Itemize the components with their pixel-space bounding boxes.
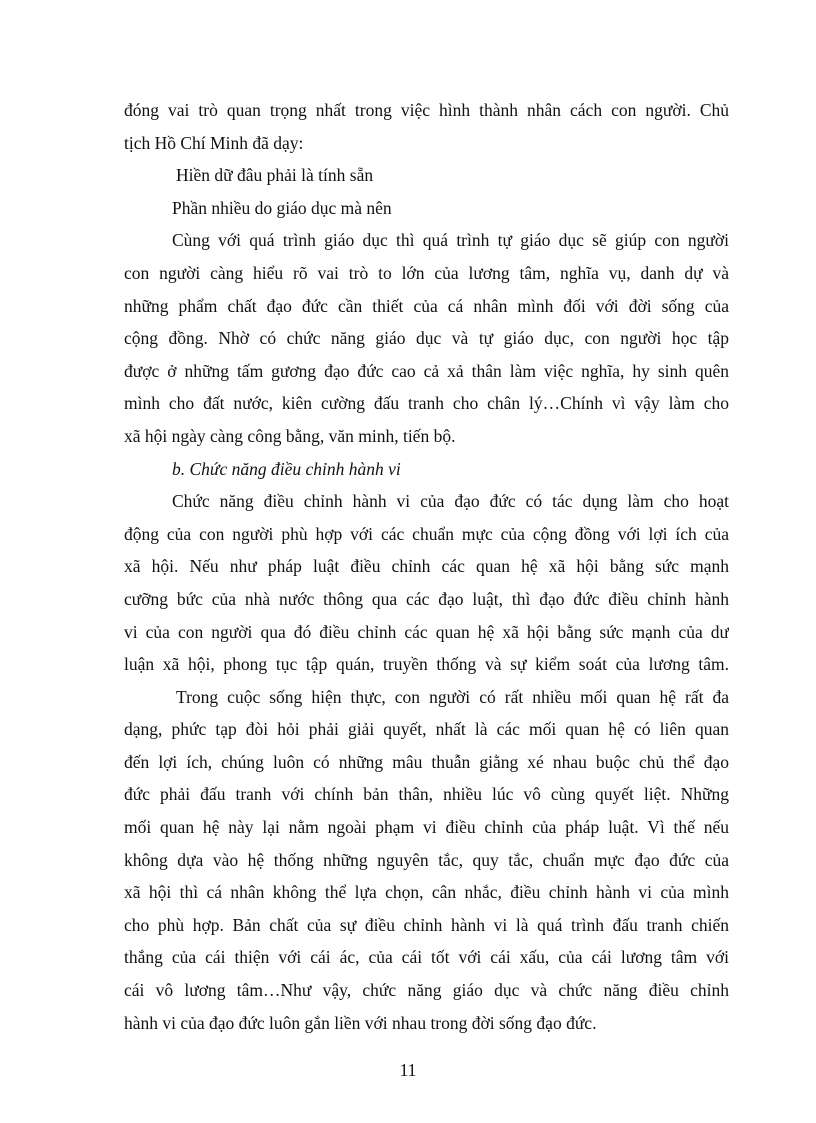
- text-line: hành vi của đạo đức luôn gắn liền với nhau trong đời sống đạo đức.: [124, 1012, 597, 1033]
- text-line: xã hội ngày càng công bằng, văn minh, tiến bộ.: [124, 425, 456, 446]
- text-line: động của con người phù hợp với các chuẩn mực của cộng đồng với lợi ích của: [124, 523, 729, 544]
- text-line: thắng của cái thiện với cái ác, của cái tốt với cái xấu, của cái lương tâm với: [124, 947, 729, 968]
- section-heading: b. Chức năng điều chỉnh hành vi: [172, 458, 401, 479]
- text-line: Cùng với quá trình giáo dục thì quá trình tự giáo dục sẽ giúp con người: [172, 230, 729, 251]
- text-line: được ở những tấm gương đạo đức cao cả xả thân làm việc nghĩa, hy sinh quên: [124, 360, 729, 381]
- verse-line: Phần nhiều do giáo dục mà nên: [172, 197, 392, 218]
- text-line: con người càng hiểu rõ vai trò to lớn của lương tâm, nghĩa vụ, danh dự và: [124, 262, 729, 283]
- text-line: vi của con người qua đó điều chỉnh các quan hệ xã hội bằng sức mạnh của dư: [124, 621, 729, 642]
- text-line: cưỡng bức của nhà nước thông qua các đạo luật, thì đạo đức điều chỉnh hành: [124, 588, 729, 609]
- text-line: đóng vai trò quan trọng nhất trong việc hình thành nhân cách con người. Chủ: [124, 100, 729, 120]
- text-line: luận xã hội, phong tục tập quán, truyền thống và sự kiểm soát của lương tâm.: [124, 654, 729, 675]
- text-line: Chức năng điều chỉnh hành vi của đạo đức có tác dụng làm cho hoạt: [172, 491, 729, 512]
- text-line: không dựa vào hệ thống những nguyên tắc, quy tắc, chuẩn mực đạo đức của: [124, 849, 729, 870]
- text-line: cho phù hợp. Bản chất của sự điều chỉnh hành vi là quá trình đấu tranh chiến: [124, 914, 729, 935]
- body-text: [124, 94, 729, 1039]
- text-line: mình cho đất nước, kiên cường đấu tranh cho chân lý…Chính vì vậy làm cho: [124, 393, 729, 414]
- text-line: đức phải đấu tranh với chính bản thân, nhiều lúc vô cùng quyết liệt. Những: [124, 784, 729, 805]
- text-line: những phẩm chất đạo đức cần thiết của cá nhân mình đối với đời sống của: [124, 295, 729, 316]
- text-line: xã hội. Nếu như pháp luật điều chỉnh các quan hệ xã hội bằng sức mạnh: [124, 556, 729, 577]
- text-line: dạng, phức tạp đòi hỏi phải giải quyết, nhất là các mối quan hệ có liên quan: [124, 719, 729, 740]
- text-line: cái vô lương tâm…Như vậy, chức năng giáo dục và chức năng điều chỉnh: [124, 980, 729, 1001]
- text-line: tịch Hồ Chí Minh đã dạy:: [124, 132, 304, 153]
- text-line: đến lợi ích, chúng luôn có những mâu thuẫn giằng xé nhau buộc chủ thể đạo: [124, 751, 729, 772]
- verse-line: Hiền dữ đâu phải là tính sẵn: [176, 165, 374, 186]
- text-line: xã hội thì cá nhân không thể lựa chọn, cân nhắc, điều chỉnh hành vi của mình: [124, 882, 729, 903]
- page-number: 11: [399, 1060, 417, 1080]
- text-line: mối quan hệ này lại nằm ngoài phạm vi điều chỉnh của pháp luật. Vì thế nếu: [124, 817, 729, 838]
- text-line: Trong cuộc sống hiện thực, con người có rất nhiều mối quan hệ rất đa: [176, 686, 729, 707]
- text-line: cộng đồng. Nhờ có chức năng giáo dục và tự giáo dục, con người học tập: [124, 328, 729, 349]
